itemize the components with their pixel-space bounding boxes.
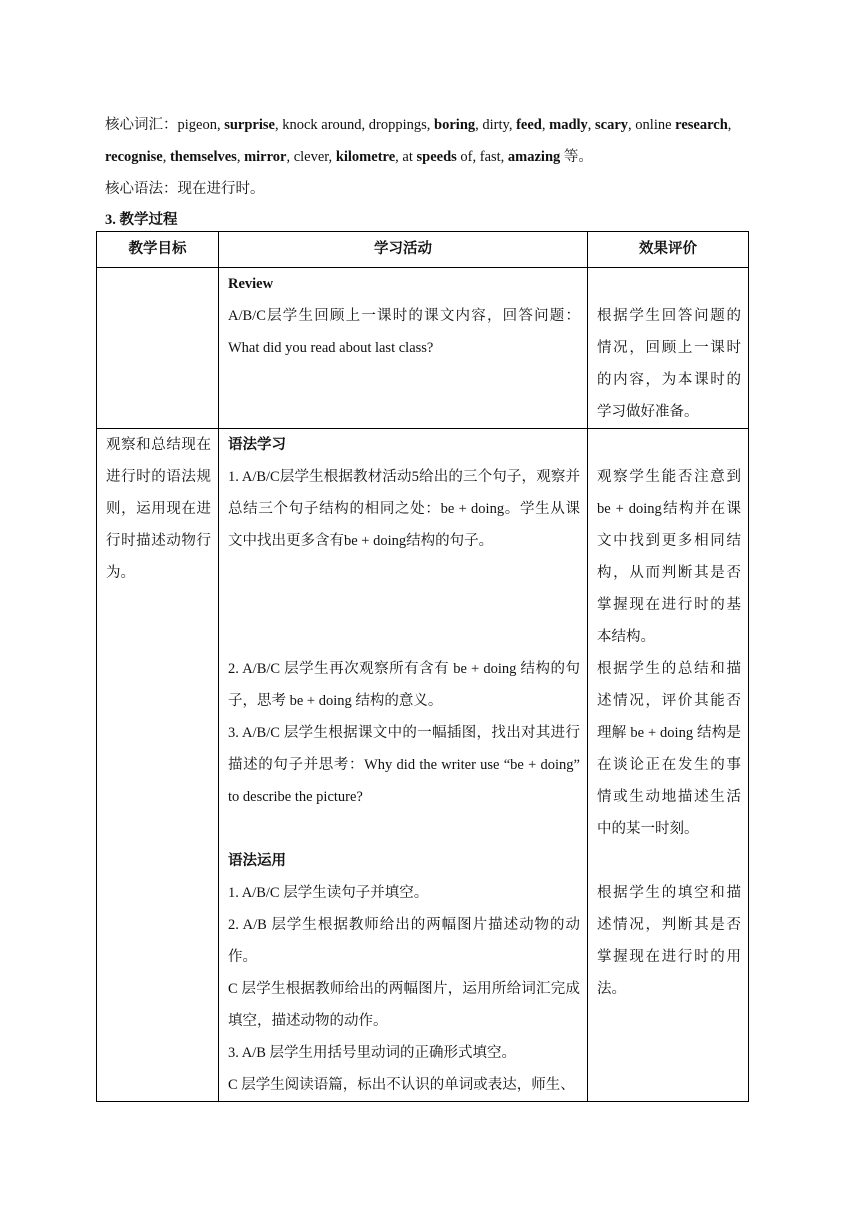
- vocab-line-1: [105, 115, 731, 135]
- vocab-keyword: kilometre: [335, 149, 396, 165]
- table-row: [97, 429, 749, 1102]
- vocab-keyword: feed: [516, 117, 542, 133]
- evaluation-item: 观察学生能否注意到be + doing结构并在课文中找到更多相同结构，从而判断其是否掌握现在进行时的基本结构。: [597, 469, 741, 645]
- vocab-text: ,: [162, 149, 170, 165]
- vocab-keyword: scary: [595, 117, 629, 133]
- section-heading: 3. 教学过程: [105, 212, 178, 228]
- vocab-keyword: themselves: [169, 149, 237, 165]
- table-header-row: [97, 232, 749, 268]
- activity-item: 2. A/B/C 层学生再次观察所有含有 be + doing 结构的句子，思考 be + doing 结构的意义。: [228, 661, 580, 709]
- vocab-keyword: boring: [434, 117, 476, 133]
- row2-evaluation: [588, 429, 749, 1102]
- vocab-keyword: speeds: [416, 149, 457, 165]
- row2-activity: [219, 429, 588, 1102]
- activity-item: 2. A/B 层学生根据教师给出的两幅图片描述动物的动作。: [228, 917, 580, 965]
- vocab-text: 核心词汇：pigeon,: [105, 117, 225, 133]
- header-activity: 学习活动: [219, 232, 588, 268]
- row2-goal: [97, 429, 219, 1102]
- evaluation-item: 根据学生的填空和描述情况，判断其是否掌握现在进行时的用法。: [597, 885, 741, 997]
- vocab-text: , online: [628, 117, 676, 133]
- vocab-keyword: recognise: [105, 149, 163, 165]
- vocab-text: of, fast,: [456, 149, 508, 165]
- activity-item: 3. A/B/C 层学生根据课文中的一幅插图，找出对其进行描述的句子并思考：Why did the writer use “be + doing” to describe the picture?: [228, 725, 580, 805]
- vocab-text: , at: [395, 149, 417, 165]
- vocab-keyword: surprise: [224, 117, 275, 133]
- vocab-text: , knock around, droppings,: [274, 117, 435, 133]
- activity-item: C 层学生根据教师给出的两幅图片，运用所给词汇完成填空，描述动物的动作。: [228, 981, 580, 1029]
- header-evaluation: 效果评价: [588, 232, 749, 268]
- row1-goal: [97, 268, 219, 429]
- vocab-keyword: research: [675, 117, 728, 133]
- vocab-text: ,: [236, 149, 245, 165]
- grammar-line: 核心语法：现在进行时。: [105, 181, 265, 197]
- activity-item: 1. A/B/C层学生根据教材活动5给出的三个句子，观察并总结三个句子结构的相同之处：be + doing。学生从课文中找出更多含有be + doing结构的句子。: [228, 469, 580, 549]
- vocab-keyword: amazing: [507, 149, 561, 165]
- table-row: [97, 268, 749, 429]
- grammar-study-title: 语法学习: [228, 437, 286, 453]
- row1-activity: [219, 268, 588, 429]
- row2-goal-text: 观察和总结现在进行时的语法规则，运用现在进行时描述动物行为。: [106, 437, 211, 581]
- vocab-keyword: madly: [549, 117, 588, 133]
- evaluation-item: 根据学生的总结和描述情况，评价其能否理解 be + doing 结构是在谈论正在发生的事情或生动地描述生活中的某一时刻。: [597, 661, 741, 837]
- vocab-text: ,: [587, 117, 596, 133]
- vocab-text: 等。: [560, 149, 593, 165]
- vocab-text: ,: [727, 117, 732, 133]
- header-goal: 教学目标: [97, 232, 219, 268]
- review-evaluation: 根据学生回答问题的情况，回顾上一课时的内容，为本课时的学习做好准备。: [597, 308, 741, 420]
- grammar-use-title: 语法运用: [228, 853, 286, 869]
- vocab-text: ,: [541, 117, 550, 133]
- activity-item: 3. A/B 层学生用括号里动词的正确形式填空。: [228, 1045, 516, 1061]
- vocab-text: , dirty,: [475, 117, 517, 133]
- review-text: A/B/C层学生回顾上一课时的课文内容，回答问题：What did you read about last class?: [228, 308, 580, 356]
- row1-evaluation: [588, 268, 749, 429]
- vocab-keyword: mirror: [244, 149, 287, 165]
- vocab-line-2: [105, 147, 593, 167]
- activity-item: C 层学生阅读语篇，标出不认识的单词或表达，师生、: [228, 1077, 575, 1093]
- vocab-text: , clever,: [286, 149, 336, 165]
- review-title: Review: [228, 276, 274, 292]
- activity-item: 1. A/B/C 层学生读句子并填空。: [228, 885, 429, 901]
- teaching-process-table: [96, 231, 749, 1102]
